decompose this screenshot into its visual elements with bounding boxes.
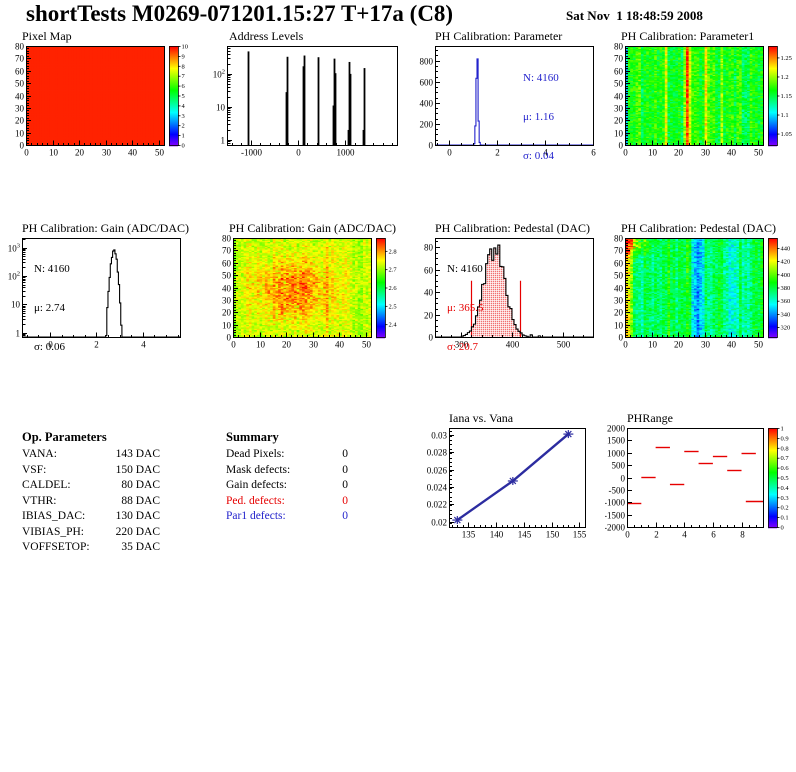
stat-sigma: σ: 0.06 xyxy=(34,341,65,353)
param-value: 220 DAC xyxy=(115,525,160,538)
chart-title: PH Calibration: Parameter1 xyxy=(621,29,755,43)
panel-ph-parameter1-map xyxy=(605,30,796,162)
stat-n: N: 4160 xyxy=(523,72,559,84)
stat-n: N: 4160 xyxy=(34,263,70,275)
panel-ph-range xyxy=(605,412,796,544)
summary-label: Dead Pixels: xyxy=(226,448,285,460)
param-row xyxy=(22,494,160,510)
param-value: 88 DAC xyxy=(121,494,160,507)
summary-label: Gain defects: xyxy=(226,479,287,491)
address-levels-histogram-canvas xyxy=(213,43,405,161)
param-value: 143 DAC xyxy=(115,448,160,460)
panel-ph-gain-map xyxy=(213,222,405,354)
stats-box xyxy=(523,46,559,189)
stat-sigma: σ: 0.04 xyxy=(523,150,554,162)
chart-title: PH Calibration: Gain (ADC/DAC) xyxy=(22,221,189,235)
panel-ph-gain-hist xyxy=(6,222,198,354)
summary-row xyxy=(226,478,348,494)
ph-range-segments-canvas xyxy=(605,425,796,543)
panel-address-levels xyxy=(213,30,405,162)
ph-pedestal-heatmap-canvas xyxy=(605,235,796,353)
chart-title: Address Levels xyxy=(229,29,304,43)
stat-mu: μ: 1.16 xyxy=(523,111,554,123)
param-row xyxy=(22,509,160,525)
param-row xyxy=(22,540,160,556)
param-value: 35 DAC xyxy=(121,541,160,553)
summary-block xyxy=(226,429,348,525)
summary-value: 0 xyxy=(342,510,348,522)
param-label: IBIAS_DAC: xyxy=(22,510,86,522)
summary-value: 0 xyxy=(342,494,348,507)
summary-value: 0 xyxy=(342,479,348,491)
op-parameters-heading: Op. Parameters xyxy=(22,430,107,444)
panel-iana-vs-vana xyxy=(419,412,611,544)
chart-title: Pixel Map xyxy=(22,29,72,43)
pixel-map-heatmap-canvas xyxy=(6,43,198,161)
summary-row xyxy=(226,494,348,510)
summary-value: 0 xyxy=(342,448,348,460)
param-label: CALDEL: xyxy=(22,479,71,491)
chart-title: PH Calibration: Pedestal (DAC) xyxy=(621,221,776,235)
stats-box xyxy=(34,237,70,380)
param-label: VIBIAS_PH: xyxy=(22,525,84,538)
panel-ph-parameter xyxy=(419,30,611,162)
iana-vs-vana-line-canvas xyxy=(419,425,611,543)
chart-title: PH Calibration: Pedestal (DAC) xyxy=(435,221,590,235)
summary-row xyxy=(226,509,348,525)
stats-box xyxy=(447,237,483,380)
chart-title: PH Calibration: Parameter xyxy=(435,29,563,43)
summary-value: 0 xyxy=(342,463,348,476)
param-row xyxy=(22,478,160,494)
chart-title: Iana vs. Vana xyxy=(449,411,514,425)
param-value: 150 DAC xyxy=(115,463,160,476)
param-label: VSF: xyxy=(22,463,47,476)
param-value: 130 DAC xyxy=(115,510,160,522)
chart-title: PH Calibration: Gain (ADC/DAC) xyxy=(229,221,396,235)
stat-mu: μ: 365.5 xyxy=(447,302,484,314)
summary-label: Mask defects: xyxy=(226,463,291,476)
page-title: shortTests M0269-071201.15:27 T+17a (C8) xyxy=(26,1,454,26)
panel-pixel-map xyxy=(6,30,198,162)
ph-gain-heatmap-canvas xyxy=(213,235,405,353)
summary-heading: Summary xyxy=(226,430,279,444)
param-label: VTHR: xyxy=(22,494,57,507)
summary-row xyxy=(226,463,348,479)
timestamp: Sat Nov 1 18:48:59 2008 xyxy=(566,8,703,23)
summary-row xyxy=(226,447,348,463)
ph-parameter1-heatmap-canvas xyxy=(605,43,796,161)
stat-mu: μ: 2.74 xyxy=(34,302,65,314)
param-row xyxy=(22,447,160,463)
param-label: VANA: xyxy=(22,448,57,460)
panel-ph-pedestal-map xyxy=(605,222,796,354)
param-value: 80 DAC xyxy=(121,479,160,491)
param-row xyxy=(22,463,160,479)
chart-title: PHRange xyxy=(627,411,673,425)
ph-parameter-histogram-canvas xyxy=(419,43,611,161)
summary-label: Par1 defects: xyxy=(226,510,286,522)
stat-n: N: 4160 xyxy=(447,263,483,275)
summary-label: Ped. defects: xyxy=(226,494,285,507)
panel-ph-pedestal-hist xyxy=(419,222,611,354)
param-row xyxy=(22,525,160,541)
param-label: VOFFSETOP: xyxy=(22,541,90,553)
stat-sigma: σ: 20.7 xyxy=(447,341,478,353)
op-parameters-block xyxy=(22,429,160,556)
